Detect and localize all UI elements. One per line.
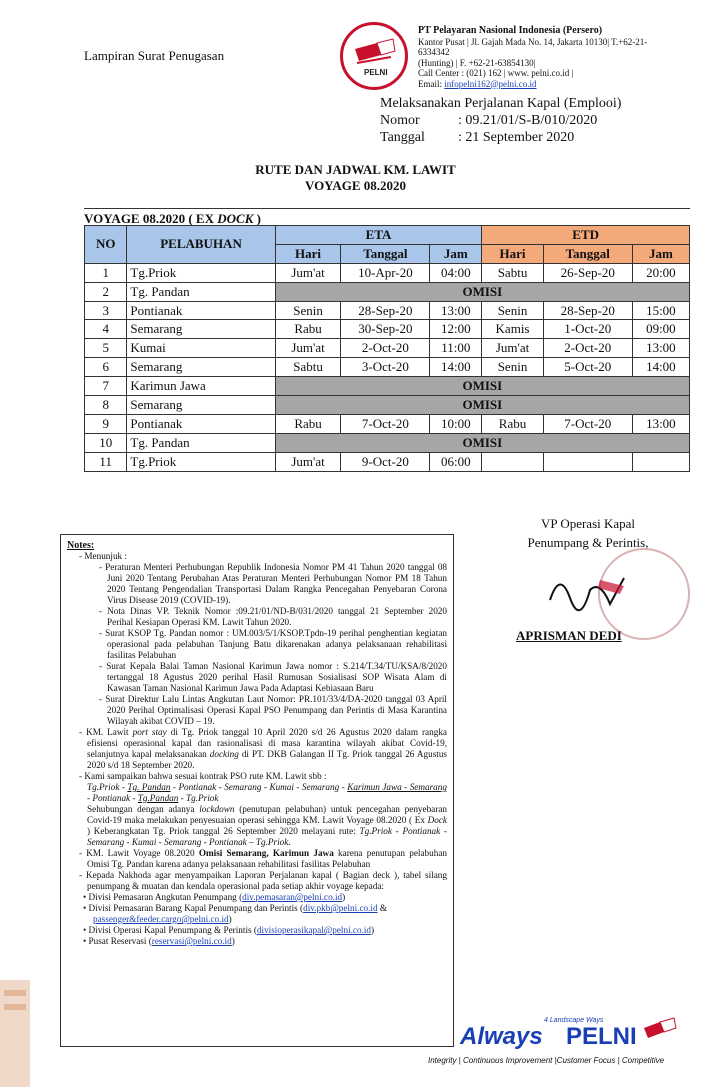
t: Tg.Pandan bbox=[137, 793, 179, 803]
cell-eta-jam: 06:00 bbox=[430, 452, 482, 471]
table-row bbox=[85, 358, 690, 377]
note-ref-1-text: Peraturan Menteri Perhubungan Republik Indonesia Nomor PM 41 Tahun 2020 tanggal 08 Juni 2020 Tentang Perubahan Atas Peraturan Menteri Perhubungan Nomor PM 18 Tahun 2020 Tentang Pengendalian Transportasi Dalam Rangka Pencegahan Penyebaran Corona Virus Disease 2019 (COVID-19). bbox=[105, 562, 448, 605]
signature-block bbox=[498, 514, 678, 552]
col-header-pelabuhan: PELABUHAN bbox=[127, 226, 275, 264]
t: Kami sampaikan bahwa sesuai kontrak PSO rute KM. Lawit sbb : bbox=[84, 771, 327, 781]
note-ref-3-text: Surat KSOP Tg. Pandan nomor : UM.003/5/1/KSOP.Tpdn-19 perihal penghentian kegiatan operasional pada pelabuhan Tanjung Batu dikarenakan adanya pelaksanaan rehabilitasi fasilitas Pelabuhan bbox=[105, 628, 447, 660]
cell-etd-hari: Kamis bbox=[482, 320, 543, 339]
table-row bbox=[85, 263, 690, 282]
cell-etd-jam bbox=[632, 452, 689, 471]
cell-etd-hari bbox=[482, 452, 543, 471]
cell-eta-hari: Rabu bbox=[275, 320, 341, 339]
cell-port: Tg.Priok bbox=[127, 452, 275, 471]
cell-port: Tg.Priok bbox=[127, 263, 275, 282]
t: Omisi Semarang, Karimun Jawa bbox=[198, 848, 334, 858]
t: lockdown bbox=[199, 804, 235, 814]
table-row bbox=[85, 339, 690, 358]
nomor-value: : 09.21/01/S-B/010/2020 bbox=[458, 113, 598, 128]
t: Divisi Operasi Kapal Penumpang & Perintis ( bbox=[88, 925, 257, 935]
company-address-2: (Hunting) | F. +62-21-63854130| bbox=[418, 57, 536, 68]
company-info bbox=[418, 26, 678, 89]
company-address-1: Kantor Pusat | Jl. Gajah Mada No. 14, Jakarta 10130| T.+62-21-6334342 bbox=[418, 36, 648, 57]
cell-etd-hari: Rabu bbox=[482, 414, 543, 433]
cell-eta-hari: Sabtu bbox=[275, 358, 341, 377]
table-row bbox=[85, 282, 690, 301]
cell-etd-hari: Senin bbox=[482, 358, 543, 377]
t: ) Keberangkatan Tg. Priok tanggal 26 September 2020 melayani rute: bbox=[87, 826, 360, 836]
cell-eta-jam: 11:00 bbox=[430, 339, 482, 358]
ship-flag-icon bbox=[347, 29, 401, 83]
note-menunjuk: - Menunjuk : bbox=[79, 551, 127, 561]
t: Dock bbox=[427, 815, 447, 825]
note-menunjuk-text: Menunjuk : bbox=[84, 551, 127, 561]
cell-no: 7 bbox=[85, 377, 127, 396]
cell-etd-jam: 09:00 bbox=[632, 320, 689, 339]
signature-scribble-icon bbox=[540, 560, 630, 620]
cell-no: 3 bbox=[85, 301, 127, 320]
cell-eta-tanggal: 3-Oct-20 bbox=[341, 358, 430, 377]
t: Sehubungan dengan adanya bbox=[87, 804, 200, 814]
t: ) bbox=[342, 892, 346, 902]
cell-eta-tanggal: 28-Sep-20 bbox=[341, 301, 430, 320]
t: karena penutupan pelabuhan Omisi Tg. Pandan karena adanya pelaksanaan rehabilitasi fasilitas Pelabuhan bbox=[87, 848, 447, 869]
note-kontrak: - Kami sampaikan bahwa sesuai kontrak PSO rute KM. Lawit sbb : bbox=[79, 771, 327, 781]
notes-box bbox=[60, 534, 454, 1047]
cell-no: 6 bbox=[85, 358, 127, 377]
assignment-block bbox=[380, 95, 621, 146]
schedule-table bbox=[84, 225, 690, 472]
col-header-eta-hari: Hari bbox=[275, 244, 341, 263]
cell-port: Semarang bbox=[127, 396, 275, 415]
cell-no: 2 bbox=[85, 282, 127, 301]
company-address-3: Call Center : (021) 162 | www. pelni.co.id | bbox=[418, 68, 574, 78]
brand-ways: 4 Landscape Ways bbox=[544, 1017, 604, 1024]
t: Tg.Priok - Pontianak - Semarang - Kumai - Semarang - Pontianak – Tg.Priok. bbox=[87, 826, 447, 847]
cell-no: 1 bbox=[85, 263, 127, 282]
cell-eta-hari: Rabu bbox=[275, 414, 341, 433]
company-email-link[interactable]: infopelni162@pelni.co.id bbox=[444, 78, 537, 89]
t: & bbox=[377, 903, 388, 913]
t-port-stay: port stay bbox=[132, 727, 167, 737]
tanggal-label: Tanggal bbox=[380, 130, 425, 145]
voyage-label-dock: DOCK bbox=[217, 211, 254, 226]
note-ref-5: - Surat Direktur Lalu Lintas Angkutan Laut Nomor: PR.101/33/4/DA-2020 tanggal 03 April 2020 Perihal Optimalisasi Operasi Kapal PSO Penumpang dan Perintis di Masa Karantina Wilayah akibat COVID – 19. bbox=[99, 694, 447, 726]
cell-omisi: OMISI bbox=[275, 282, 689, 301]
company-email-row bbox=[418, 79, 678, 90]
t: Karimun Jawa - Semarang bbox=[347, 782, 447, 792]
cell-etd-jam: 14:00 bbox=[632, 358, 689, 377]
pelni-logo bbox=[340, 22, 408, 90]
brand-always: Always bbox=[460, 1023, 543, 1050]
t: di PT. DKB Galangan II Tg. Priok tanggal 26 Agustus 2020 s/d 18 September 2020. bbox=[87, 749, 448, 770]
signer-role-2: Penumpang & Perintis, bbox=[527, 535, 649, 550]
t: ) bbox=[231, 936, 235, 946]
t-docking: docking bbox=[209, 749, 239, 759]
t: ) bbox=[371, 925, 375, 935]
t: - Tg.Priok bbox=[178, 793, 219, 803]
cell-eta-hari: Jum'at bbox=[275, 339, 341, 358]
note-ref-4-text: Surat Kepala Balai Taman Nasional Karimun Jawa nomor : S.214/T.34/TU/KSA/8/2020 tertanggal 18 Agustus 2020 perihal Hasil Rumusan Sosialisasi SOP Wisata Alam di Kawasan Taman Nasional Karimun Jawa Pada Adaptasi Kebiasaan Baru bbox=[106, 661, 447, 693]
t: KM. Lawit bbox=[86, 727, 133, 737]
cell-eta-tanggal: 9-Oct-20 bbox=[341, 452, 430, 471]
cell-eta-tanggal: 7-Oct-20 bbox=[341, 414, 430, 433]
cell-omisi: OMISI bbox=[275, 433, 689, 452]
col-header-eta-jam: Jam bbox=[430, 244, 482, 263]
note-ref-4: - Surat Kepala Balai Taman Nasional Karimun Jawa nomor : S.214/T.34/TU/KSA/8/2020 tertanggal 18 Agustus 2020 perihal Hasil Rumusan Sosialisasi SOP Wisata Alam di Kawasan Taman Nasional Karimun Jawa Pada Adaptasi Kebiasaan Baru bbox=[99, 661, 447, 693]
table-row bbox=[85, 452, 690, 471]
cell-eta-jam: 13:00 bbox=[430, 301, 482, 320]
note-bullet-2: • Divisi Pemasaran Barang Kapal Penumpang dan Perintis (div.pkb@pelni.co.id & passenger&feeder.cargo@pelni.co.id) bbox=[83, 903, 388, 924]
cell-eta-jam: 04:00 bbox=[430, 263, 482, 282]
table-row bbox=[85, 396, 690, 415]
notes-title: Notes: bbox=[67, 540, 95, 551]
cell-eta-hari: Jum'at bbox=[275, 263, 341, 282]
cell-etd-jam: 15:00 bbox=[632, 301, 689, 320]
t: - Pontianak - Semarang - Kumai - Semarang - bbox=[170, 782, 348, 792]
note-ref-1: - Peraturan Menteri Perhubungan Republik Indonesia Nomor PM 41 Tahun 2020 tanggal 08 Juni 2020 Tentang Perubahan Atas Peraturan Menteri Perhubungan Nomor PM 18 Tahun 2020 Tentang Pengendalian Transportasi Dalam Rangka Pencegahan Penyebaran Corona Virus Disease 2019 (COVID-19). bbox=[99, 562, 448, 605]
tanggal-row bbox=[380, 129, 621, 146]
note-bullet-3: • Divisi Operasi Kapal Penumpang & Perintis (divisioperasikapal@pelni.co.id) bbox=[83, 925, 375, 935]
cell-etd-tanggal: 26-Sep-20 bbox=[543, 263, 632, 282]
email-link[interactable]: passenger&feeder.cargo@pelni.co.id bbox=[93, 914, 229, 924]
svg-text:PELNI: PELNI bbox=[364, 68, 388, 77]
cell-etd-tanggal: 7-Oct-20 bbox=[543, 414, 632, 433]
lampiran-label: Lampiran Surat Penugasan bbox=[84, 48, 225, 63]
cell-eta-tanggal: 10-Apr-20 bbox=[341, 263, 430, 282]
t: (penutupan pelabuhan) untuk pencegahan penyebaran Covid-19 maka melakukan penyesuaian operasi sehingga KM. Lawit Voyage 08.2020 ( Ex bbox=[87, 804, 447, 825]
assignment-subject: Melaksanakan Perjalanan Kapal (Emplooi) bbox=[380, 96, 622, 111]
t: KM. Lawit Voyage 08.2020 bbox=[86, 848, 199, 858]
note-port-stay: - KM. Lawit port stay di Tg. Priok tanggal 10 April 2020 s/d 26 Agustus 2020 dalam rangka efisiensi operasional kapal dan rasionalisasi di masa karantina wilayah akibat Covid-19, selanjutnya kapal melaksanakan docking di PT. DKB Galangan II Tg. Priok tanggal 26 Agustus 2020 s/d 18 September 2020. bbox=[79, 727, 448, 770]
table-row bbox=[85, 433, 690, 452]
tanggal-value: : 21 September 2020 bbox=[458, 130, 575, 145]
title-line-2: VOYAGE 08.2020 bbox=[304, 178, 407, 193]
cell-port: Tg. Pandan bbox=[127, 433, 275, 452]
table-row bbox=[85, 320, 690, 339]
cell-eta-jam: 10:00 bbox=[430, 414, 482, 433]
nomor-label: Nomor bbox=[380, 113, 420, 128]
cell-no: 10 bbox=[85, 433, 127, 452]
note-ref-3: - Surat KSOP Tg. Pandan nomor : UM.003/5/1/KSOP.Tpdn-19 perihal penghentian kegiatan operasional pada pelabuhan Tanjung Batu dikarenakan adanya pelaksanaan rehabilitasi fasilitas Pelabuhan bbox=[99, 628, 447, 660]
cell-etd-tanggal: 5-Oct-20 bbox=[543, 358, 632, 377]
brand-pelni: PELNI bbox=[566, 1023, 637, 1050]
cell-etd-jam: 13:00 bbox=[632, 339, 689, 358]
email-label: Email: bbox=[418, 78, 442, 89]
cell-port: Karimun Jawa bbox=[127, 377, 275, 396]
cell-port: Semarang bbox=[127, 358, 275, 377]
t: Tg.Priok - bbox=[87, 782, 128, 792]
note-lockdown bbox=[67, 804, 447, 848]
cell-omisi: OMISI bbox=[275, 396, 689, 415]
col-header-no: NO bbox=[85, 226, 127, 264]
cell-port: Pontianak bbox=[127, 414, 275, 433]
col-header-eta: ETA bbox=[275, 226, 482, 245]
email-link[interactable]: divisioperasikapal@pelni.co.id bbox=[256, 925, 372, 935]
cell-etd-tanggal: 1-Oct-20 bbox=[543, 320, 632, 339]
cell-etd-hari: Senin bbox=[482, 301, 543, 320]
table-row bbox=[85, 301, 690, 320]
t: Divisi Pemasaran Angkutan Penumpang ( bbox=[88, 892, 243, 902]
col-header-etd-hari: Hari bbox=[482, 244, 543, 263]
ship-decoration-icon bbox=[0, 950, 44, 1087]
table-row bbox=[85, 414, 690, 433]
col-header-etd-tanggal: Tanggal bbox=[543, 244, 632, 263]
note-nakhoda: - Kepada Nakhoda agar menyampaikan Laporan Perjalanan kapal ( Bagian deck ), tabel silang penumpang & muatan dan kendala operasional pada setiap akhir voyage kepada: bbox=[79, 870, 447, 891]
note-omisi: - KM. Lawit Voyage 08.2020 Omisi Semarang, Karimun Jawa karena penutupan pelabuhan Omisi Tg. Pandan karena adanya pelaksanaan rehabilitasi fasilitas Pelabuhan bbox=[79, 848, 447, 869]
email-link[interactable]: reservasi@pelni.co.id bbox=[151, 936, 232, 946]
t: Tg. Pandan bbox=[127, 782, 171, 792]
email-link[interactable]: div.pkb@pelni.co.id bbox=[303, 903, 378, 913]
note-ref-5-text: Surat Direktur Lalu Lintas Angkutan Laut Nomor: PR.101/33/4/DA-2020 tanggal 03 April 2020 Perihal Optimalisasi Operasi Kapal PSO Penumpang dan Perintis di Masa Karantina Wilayah akibat COVID – 19. bbox=[105, 694, 447, 726]
cell-etd-tanggal: 28-Sep-20 bbox=[543, 301, 632, 320]
always-pelni-brand bbox=[458, 1010, 688, 1056]
voyage-label-text: VOYAGE 08.2020 ( EX bbox=[84, 211, 218, 226]
cell-no: 4 bbox=[85, 320, 127, 339]
signer-role-1: VP Operasi Kapal bbox=[540, 516, 636, 531]
cell-eta-jam: 12:00 bbox=[430, 320, 482, 339]
cell-port: Pontianak bbox=[127, 301, 275, 320]
document-title bbox=[0, 162, 711, 194]
cell-eta-hari: Senin bbox=[275, 301, 341, 320]
signer-name: APRISMAN DEDI bbox=[516, 628, 622, 643]
cell-no: 8 bbox=[85, 396, 127, 415]
t: Pusat Reservasi ( bbox=[88, 936, 152, 946]
note-route bbox=[67, 782, 447, 804]
note-bullet-1: • Divisi Pemasaran Angkutan Penumpang (div.pemasaran@pelni.co.id) bbox=[83, 892, 346, 902]
note-bullet-4: • Pusat Reservasi (reservasi@pelni.co.id) bbox=[83, 936, 235, 946]
t: - Pontianak - bbox=[87, 793, 138, 803]
company-name: PT Pelayaran Nasional Indonesia (Persero) bbox=[418, 25, 603, 36]
col-header-eta-tanggal: Tanggal bbox=[341, 244, 430, 263]
cell-etd-tanggal: 2-Oct-20 bbox=[543, 339, 632, 358]
email-link[interactable]: div.pemasaran@pelni.co.id bbox=[242, 892, 343, 902]
footer-tagline: Integrity | Continuous Improvement |Customer Focus | Competitive bbox=[428, 1056, 665, 1065]
voyage-label-close: ) bbox=[253, 211, 261, 226]
cell-no: 5 bbox=[85, 339, 127, 358]
cell-etd-jam: 13:00 bbox=[632, 414, 689, 433]
cell-etd-hari: Jum'at bbox=[482, 339, 543, 358]
cell-no: 11 bbox=[85, 452, 127, 471]
cell-no: 9 bbox=[85, 414, 127, 433]
cell-omisi: OMISI bbox=[275, 377, 689, 396]
note-ref-2: - Nota Dinas VP. Teknik Nomor :09.21/01/ND-B/031/2020 tanggal 21 September 2020 Perihal Kesiapan Operasi KM. Lawit Tahun 2020. bbox=[99, 606, 447, 627]
title-line-1: RUTE DAN JADWAL KM. LAWIT bbox=[255, 162, 456, 177]
t: Kepada Nakhoda agar menyampaikan Laporan Perjalanan kapal ( Bagian deck ), tabel silang penumpang & muatan dan kendala operasional pada setiap akhir voyage kepada: bbox=[85, 870, 447, 891]
table-row bbox=[85, 377, 690, 396]
col-header-etd-jam: Jam bbox=[632, 244, 689, 263]
cell-eta-hari: Jum'at bbox=[275, 452, 341, 471]
cell-eta-jam: 14:00 bbox=[430, 358, 482, 377]
cell-port: Kumai bbox=[127, 339, 275, 358]
nomor-row bbox=[380, 112, 621, 129]
cell-eta-tanggal: 30-Sep-20 bbox=[341, 320, 430, 339]
t: Divisi Pemasaran Barang Kapal Penumpang dan Perintis ( bbox=[88, 903, 304, 913]
col-header-etd: ETD bbox=[482, 226, 690, 245]
t: di Tg. Priok tanggal 10 April 2020 s/d 26 Agustus 2020 dalam rangka efisiensi operasional kapal dan rasionalisasi di masa karantina wilayah akibat Covid-19, selanjutnya kapal melaksanakan bbox=[87, 727, 447, 759]
cell-etd-tanggal bbox=[543, 452, 632, 471]
cell-port: Semarang bbox=[127, 320, 275, 339]
cell-etd-jam: 20:00 bbox=[632, 263, 689, 282]
t: ) bbox=[228, 914, 232, 924]
note-ref-2-text: Nota Dinas VP. Teknik Nomor :09.21/01/ND-B/031/2020 tanggal 21 September 2020 Perihal Kesiapan Operasi KM. Lawit Tahun 2020. bbox=[107, 606, 447, 627]
cell-etd-hari: Sabtu bbox=[482, 263, 543, 282]
cell-port: Tg. Pandan bbox=[127, 282, 275, 301]
cell-eta-tanggal: 2-Oct-20 bbox=[341, 339, 430, 358]
